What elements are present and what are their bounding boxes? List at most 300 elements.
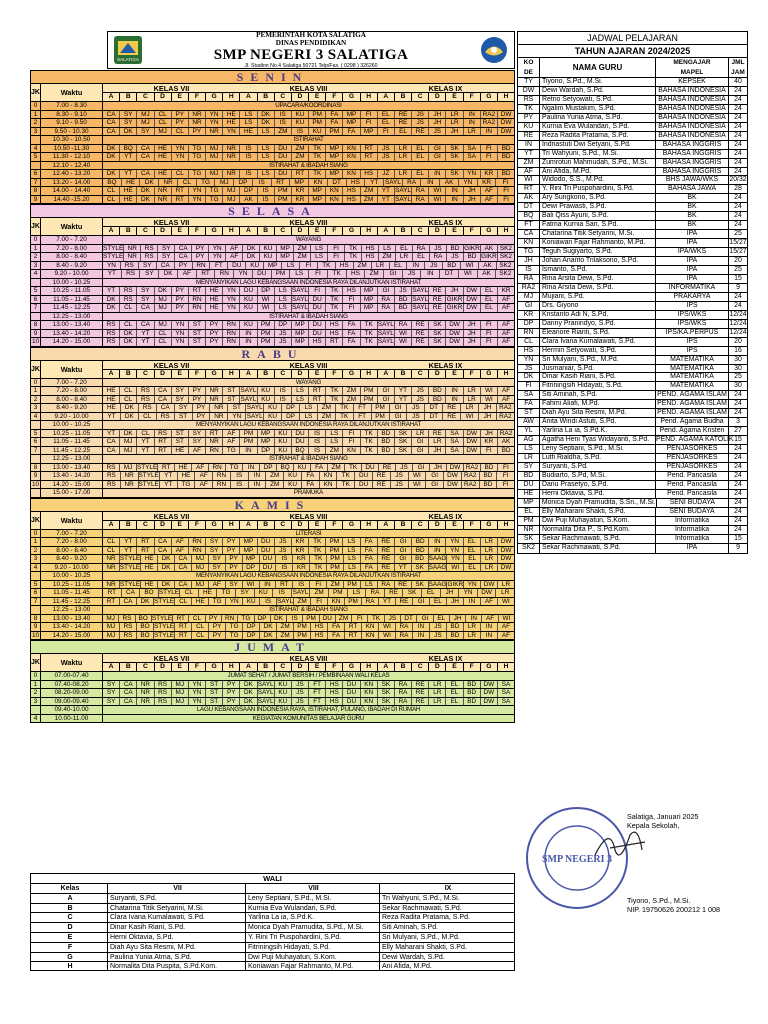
period-activity: UPACARA/KOORDINASI [275,102,342,109]
class-letter: H [361,663,378,671]
teacher-code: MP [292,321,309,329]
class-letter: G [206,227,223,235]
teacher-code: SK [395,438,412,446]
teaching-hours: 24 [734,221,742,229]
class-letter: D [155,370,172,378]
teacher-code: TK [345,253,362,261]
teacher-code: JS [292,681,309,689]
teacher-code: DU [309,304,326,312]
teacher-name: Dwi Puji Muhayatun, S.Kom. [540,517,656,525]
period-time: 9.20 - 10.00 [41,270,103,278]
teacher-name: Ismanto, S.Pd. [540,266,656,274]
teacher-code: KU [264,413,282,421]
teacher-code: RE [518,132,540,140]
homeroom-vii: Diah Ayu Sita Resmi, M.Pd. [108,943,246,952]
teaching-hours: 9 [736,283,740,291]
teacher-code: IN [240,447,257,455]
teacher-row [518,150,747,159]
teacher-name: Paulina Yunia Atma, S.Pd. [540,114,656,122]
teacher-code: RA [395,321,412,329]
teacher-code: RN [213,472,231,480]
teacher-code: HE [103,404,121,412]
teacher-subject: IPA [656,544,729,553]
teacher-code: PY [209,623,226,631]
class-letter: G [481,227,498,235]
teaching-hours: 24 [734,480,742,488]
teacher-subject: BAHASA INDONESIA [656,87,729,95]
teacher-row [518,266,747,275]
teacher-name: Rina Arsita Dewi, S.Pd. [540,275,656,283]
class-letter: G [343,370,360,378]
teacher-code: KN [326,196,343,204]
teacher-code: TK [326,287,343,295]
teacher-code: SK [446,145,463,153]
teacher-code: AF [501,631,510,639]
teacher-code: IN [429,170,446,178]
day-section [30,498,515,641]
teacher-code: TK [361,330,378,338]
period-time: 14.20 - 15.00 [41,481,103,489]
teacher-name: Sekar Rachmawati, S.Pd. [540,535,656,543]
teacher-code: YL [518,427,540,435]
teacher-code: AF [226,245,243,253]
teacher-code: AW [518,418,540,426]
teacher-code: DU [309,330,326,338]
class-name: KELAS VIII [289,218,328,227]
teacher-codes [103,253,514,261]
teacher-code: KU [284,481,302,489]
class-letter: F [189,227,206,235]
teacher-code: YN [172,145,189,153]
teacher-code: CL [189,615,205,623]
teacher-row [518,96,747,105]
period-time: 14.40 -15.20 [41,196,103,204]
teacher-code: DU [355,481,373,489]
teacher-code: MP [292,338,309,346]
teacher-code: KU [292,111,309,119]
teacher-code: IS [240,170,257,178]
teacher-code: FI [481,145,498,153]
teacher-code: IN [481,623,498,631]
teacher-code: SAYL [395,187,411,194]
class-letter: F [464,370,481,378]
teacher-code: DU [260,555,277,563]
teacher-code: RE [385,589,404,597]
day-column-header [30,360,515,378]
teacher-subject: BK [656,194,729,202]
teacher-code: TK [326,296,343,304]
teacher-code: RT [172,187,189,195]
teacher-code: PY [226,555,243,563]
teacher-code: MP [277,245,294,253]
teacher-code: STYLE [103,253,124,260]
teacher-code: PY [206,321,223,329]
class-letter: G [343,93,360,101]
teacher-code: ZM [343,396,360,404]
period-number: 5 [31,430,41,438]
teacher-code: AF [172,538,189,546]
class-letter: F [464,93,481,101]
teacher-code: RA [378,581,395,589]
teacher-code: DP [258,287,275,295]
class-letter: D [292,663,309,671]
teacher-code: EL [396,245,413,253]
teacher-subject: IPA [656,257,729,265]
period-number: 1 [31,387,41,395]
teacher-code: LR [481,547,498,555]
teacher-subject: MATEMATIKA [656,365,729,373]
teacher-code: NR [103,555,120,563]
teacher-code: PM [258,321,275,329]
teacher-code: IN [413,632,430,640]
period-time: 10.25 - 11.05 [41,287,103,295]
teacher-code: RN [223,321,240,329]
day-section [30,70,515,204]
teacher-code: DW [446,321,463,329]
teacher-code: ZM [294,598,311,606]
schedule-row [30,554,515,563]
teacher-code: HS [343,187,360,195]
teacher-code: EL [464,555,481,563]
teacher-name: Y. Rini Tri Puspohardini, S.Pd. [540,185,656,193]
teacher-code: CL [518,338,540,346]
teacher-code: ZM [343,387,360,395]
teacher-code: RE [412,681,429,689]
teacher-codes [103,481,514,489]
teacher-row [518,221,747,230]
period-number: 0 [31,530,41,538]
schedule-row [30,412,515,421]
period-number: 8 [31,187,41,195]
homeroom-vii: Dinar Kasih Riani, S.Pd. [108,923,246,932]
teacher-code: DP [518,320,540,328]
teacher-code: MJ [172,698,189,706]
teacher-code: ZM [328,464,345,472]
schedule-row [30,235,515,244]
teacher-code: MP [518,499,540,507]
teacher-code: YN [172,153,189,161]
teacher-code: CA [137,321,154,329]
teacher-code: BD [447,632,464,640]
teacher-code: JH [479,404,497,412]
teacher-code: TK [345,464,362,472]
teaching-hours: 15/27 [729,248,747,256]
teacher-code: CL [103,538,120,546]
schedule-row [30,420,515,429]
teacher-code: PM [258,330,275,338]
teacher-code: KU [294,464,311,472]
sign-role: Kepala Sekolah, [627,821,680,830]
teacher-code: SY [103,689,120,697]
teacher-code: PY [175,262,193,270]
teacher-code: AF [481,598,498,606]
teacher-code: MJ [120,464,137,472]
teacher-code: MJ [155,296,172,304]
period-activity: LITERASI [295,529,322,537]
homeroom-vii: Paulina Yunia Atma, S.Pd. [108,953,246,962]
teacher-code: YT [378,196,395,204]
teacher-code: RA2 [481,111,498,119]
teaching-hours: 24 [734,409,742,417]
schedule-row [30,671,515,680]
teacher-code: SY [120,111,137,119]
teacher-code: HE [172,447,189,455]
teacher-row [518,78,747,87]
teacher-code: DW [500,555,512,562]
teacher-code: SAYL [292,287,308,294]
teacher-code: FI [481,153,498,161]
teacher-codes [103,321,514,329]
teacher-code: IN [446,387,463,395]
teacher-code: SAYL [246,404,263,411]
teacher-code: LR [412,430,429,438]
teacher-code: IN [446,396,463,404]
teacher-name: Teguh Sugiyarto, S.Pd. [540,248,656,256]
teacher-name: Clara Ivana Kumalawati, S.Pd. [540,338,656,346]
class-name: KELAS VIII [289,511,328,521]
teacher-code: ZM [318,413,336,421]
teaching-hours: 24 [734,489,742,497]
teacher-code: SAYL [292,295,308,303]
teacher-code: NR [206,387,223,395]
teacher-code: RS [103,330,120,338]
teacher-code: PY [206,615,222,623]
teacher-codes [103,689,514,697]
teacher-code: PM [275,187,292,195]
teacher-code: KN [320,481,338,489]
teacher-code: LS [326,438,343,446]
teacher-code: EL [412,153,429,161]
teacher-code: GIKR [464,244,480,252]
teacher-code: DP [275,321,292,329]
class-letter: G [206,93,223,101]
teacher-code: GI [395,547,412,555]
teacher-code: RS [122,270,141,278]
teacher-code: YN [189,187,206,195]
teacher-code: HS [347,270,366,278]
teacher-code: YT [103,270,122,278]
teacher-code: IS [287,615,303,623]
waktu-label: Waktu [41,84,103,101]
class-letter: G [343,663,360,671]
teacher-code: TK [309,538,326,546]
teacher-code: LR [396,253,413,261]
period-number: 6 [31,296,41,304]
teacher-row [518,257,747,266]
teacher-code: DU [275,170,292,178]
teacher-code: SY [137,128,154,136]
teacher-row [518,481,747,490]
teacher-code: LS [292,396,309,404]
teacher-code: DT [425,413,443,421]
teacher-code: TK [337,472,355,480]
teacher-code: RA [362,598,379,606]
teacher-subject: SENI BUDAYA [657,499,730,507]
teacher-code: PY [223,538,240,546]
period-number: 1 [31,538,41,546]
teacher-code: MJ [215,179,234,187]
teacher-code: SK [429,338,446,346]
teacher-code: RT [518,185,540,193]
teacher-name: Mujiani, S.Pd. [540,293,656,301]
teacher-code: RA2 [462,481,480,489]
teacher-code: KU [264,404,282,412]
teacher-code: AF [192,464,209,472]
homeroom-table [30,873,515,971]
teacher-code: KR [481,438,498,446]
teacher-name: Sri Mulyani, S.Pd., M.Pd. [540,356,656,364]
teacher-code: DP [243,564,260,572]
teacher-name: Drs. Giyono [540,302,656,310]
period-activity: ISTIRAHAT & IBADAH SIANG [269,455,348,462]
teacher-subject: BAHASA INDONESIA [656,114,729,122]
period-time: 13.40 - 14.20 [41,472,103,480]
teacher-code: DK [120,128,137,136]
teacher-code: TK [310,555,327,563]
teacher-code: SAYL [277,597,294,605]
teacher-code: ST [223,396,240,404]
class-letter: A [240,370,257,378]
period-time: 13.00 - 13.40 [41,464,103,472]
teacher-codes [103,245,514,253]
teacher-code: LS [379,245,396,253]
teacher-code: BD [429,387,446,395]
teacher-code: FA [343,128,360,136]
period-number: 3 [31,404,41,412]
teacher-code: SA [501,689,511,696]
teacher-code: KN [361,689,378,697]
teacher-code: PM [518,517,540,525]
teacher-row [518,347,747,356]
teacher-code: SK2 [499,270,512,277]
schedule-row [30,463,515,472]
teacher-code: YT [395,564,412,572]
teacher-code: DW [500,538,512,545]
teacher-code: SK [446,170,463,178]
teacher-code: TK [345,245,362,253]
homeroom-row [30,922,515,932]
teacher-code: TG [223,447,240,455]
teacher-code: CA [175,581,192,589]
teacher-code: FI [343,438,360,446]
teacher-code: EL [446,698,463,706]
teaching-hours: 9 [736,543,740,551]
teacher-code: RS [103,321,120,329]
teacher-code: IN [249,481,267,489]
teacher-code: CL [103,187,120,195]
teacher-code: RT [175,623,192,631]
teacher-code: PY [223,547,240,555]
teacher-code: BD [443,262,461,270]
teacher-code: KN [328,598,345,606]
teacher-row [518,123,747,132]
schedule-row [30,614,515,623]
day-title: JUMAT [30,640,515,653]
teacher-code: PM [372,404,390,412]
teacher-code: LR [446,119,463,127]
teacher-code: SK [378,698,395,706]
teacher-code: CL [155,338,172,346]
class-name: KELAS VIII [289,84,328,93]
period-number [31,421,41,429]
class-letter: H [223,521,240,529]
teacher-code: RA2 [499,412,512,420]
period-number: 5 [31,581,41,589]
teacher-code: SAYL [257,697,274,705]
class-name: KELAS IX [428,360,463,370]
teacher-row [518,114,747,123]
homeroom-row [30,912,515,922]
teaching-hours: 24 [734,525,742,533]
teacher-code: ST [175,413,193,421]
teacher-code: SA [446,430,463,438]
teacher-code: MJ [172,681,189,689]
period-time: 7.20 - 8.00 [41,538,103,546]
teacher-code: SY [226,581,243,589]
teacher-code: LS [258,170,275,178]
teacher-codes [103,698,514,706]
teacher-code: DW [481,689,498,697]
teacher-code: DK [158,581,175,589]
teacher-code: NR [121,481,139,489]
teacher-code: FI [518,382,540,390]
teacher-code: GI [395,555,412,563]
period-number [31,279,41,287]
teacher-code: YN [209,253,226,261]
teacher-codes [103,187,514,195]
jk-label: JK [31,84,41,101]
teacher-code: RT [158,464,175,472]
class-letter: B [258,93,275,101]
teaching-hours: 25 [734,230,742,238]
teacher-code: NR [223,145,240,153]
teacher-code: FI [309,287,326,295]
teacher-code: MJ [103,615,119,623]
teacher-code: SK [429,330,446,338]
day-column-header [30,83,515,101]
period-number: 0 [31,672,41,680]
teacher-code: RS [120,623,137,631]
teacher-code: FA [518,400,540,408]
teacher-name: Siti Aminah, S.Pd. [540,391,656,399]
teacher-code: GI [390,413,408,421]
teaching-hours: 24 [734,292,742,300]
teacher-code: TG [217,589,236,597]
teaching-hours: 12/24 [729,328,747,336]
period-number: 8 [31,321,41,329]
teacher-code: HE [103,396,120,404]
teacher-code: MP [326,145,343,153]
teacher-name: Normalita Dita P., S.Pd.Kom. [540,526,656,534]
teacher-code: JS [412,387,429,395]
teacher-code: KU [518,123,540,131]
teacher-code: KR [478,179,497,187]
teacher-code: DU [320,615,336,623]
teacher-code: FI [361,111,378,119]
teacher-code: YT [395,396,412,404]
teacher-code: RE [396,598,413,606]
teacher-subject: PEND. AGAMA KATOLIK [656,436,734,444]
teacher-code: HE [155,170,172,178]
teacher-code: JS [391,481,409,489]
teacher-name: Dinar Kasih Riani, S.Pd. [540,373,656,381]
teacher-code: SAYL [377,321,394,328]
teacher-code: GI [429,153,446,161]
teacher-code: DK [140,179,159,187]
teacher-code: STYLE [119,563,141,571]
teacher-code: DK [243,245,260,253]
teacher-code: HS [343,287,360,295]
